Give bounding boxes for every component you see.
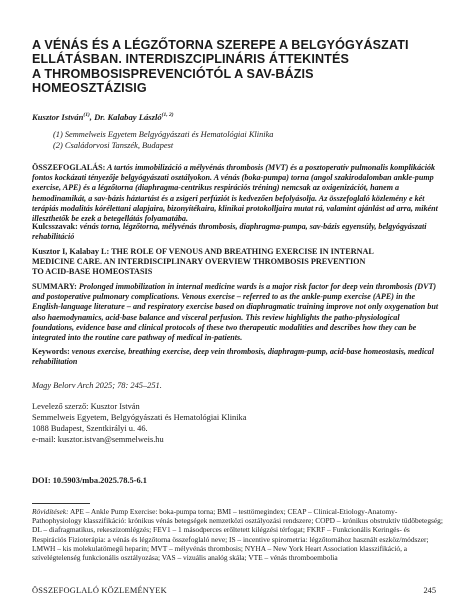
author-name: Kusztor István <box>32 112 84 122</box>
abbreviations-footnote <box>32 507 446 562</box>
affiliation: (2) Családorvosi Tanszék, Budapest <box>53 141 174 150</box>
title-line: ELLÁTÁSBAN. INTERDISZCIPLINÁRIS ÁTTEKINTÉS <box>32 52 349 67</box>
page-number: 245 <box>423 586 436 595</box>
keywords-label: Keywords: <box>32 347 70 356</box>
english-title <box>32 247 444 278</box>
correspondence-email: e-mail: kusztor.istvan@semmelweis.hu <box>32 435 164 444</box>
correspondence-line: 1088 Budapest, Szentkirályi u. 46. <box>32 424 148 433</box>
affiliation: (1) Semmelweis Egyetem Belgyógyászati és Hematológiai Klinika <box>53 130 274 139</box>
keywords-text: venous exercise, breathing exercise, deep vein thrombosis, diaphragm-pump, acid-base homeostasis, medical rehabilitation <box>32 347 434 367</box>
author-affil-mark: (1, 2) <box>161 112 174 119</box>
keywords-label: Kulcsszavak: <box>32 222 78 231</box>
summary-label: ÖSSZEFOGLALÁS: <box>32 163 106 172</box>
summary-label: SUMMARY: <box>32 282 77 291</box>
hungarian-keywords <box>32 222 442 242</box>
title-line: HOMEOSZTÁZISIG <box>32 81 147 96</box>
correspondence-line: Levelező szerző: Kusztor István <box>32 402 140 411</box>
summary-text: Prolonged immobilization in internal medicine wards is a major risk factor for deep vein thrombosis (DVT) and postoperative pulmonary complications. Venous exercise – referred to as the ankle-pump exercise (APE) in the English-language literature – and respiratory exercise based on diaphragmatic training improve not only oxygenation but also haemodynamics, acid-base balance and visceral perfusion. This review highlights the patho-physiological foundations, evidence base and clinical protocols of these two therapeutic modalities and describes how they can be integrated into the routine care pathway of medical in-patients. <box>32 282 439 343</box>
author-affil-mark: (1) <box>83 112 90 119</box>
doi: DOI: 10.5903/mba.2025.78.5-6.1 <box>32 476 147 485</box>
abbreviations-text: APE – Ankle Pump Exercise: boka-pumpa torna; BMI – testtömegindex; CEAP – Clinical-Etiology-Anatomy-Pathophysiology klasszifikáció: krónikus vénás betegségek nemzetközi osztályozási rendszere; COPD – krónikus obstruktív tüdőbetegség; DL – diafragmatikus, rekeszizomlégzés; FEV1 – 1 másodperces erőltetett kilégzési térfogat; FKRF – Funkcionális Keringés- és Respirációs Fizioterápia: a vénás és légzőtorna összefoglaló neve; IS – incentive spirometria: légzőtornához használt eszköz/módszer; LMWH – kis molekulatömegű heparin; MVT – mélyvénás thrombosis; NYHA – New York Heart Association klasszifikáció, a szívelégtelenség funkcionális osztályozása; VAS – vizuális analóg skála; VTE – vénás thromboembolia <box>32 507 443 563</box>
section-footer: ÖSSZEFOGLALÓ KÖZLEMÉNYEK <box>32 586 167 595</box>
summary-text: A tartós immobilizáció a mélyvénás thrombosis (MVT) és a posztoperatív pulmonalis komplikációk fontos kockázati tényezője belgyógyászati osztályokon. A vénás (boka-pumpa) torna (angol szakirodalomban ankle-pump exercise, APE) és a légzőtorna (diaphragma-centrikus respirációs tréning) nemcsak az oxigenizációt, hanem a hemodinamikát, a sav-bázis háztartást és a zsigeri perfúziót is kedvezően befolyásolja. Az összefoglaló közlemény e két terápiás modalitás kórélettani alapjaira, bizonyítékaira, klinikai protokolljaira mutat rá, valamint ajánlást ad arra, miként illeszthetők be ezek a betegellátás folyamatába. <box>32 163 438 224</box>
abbreviations-label: Rövidítések: <box>32 507 69 516</box>
article-title <box>32 38 452 96</box>
english-title-line: MEDICINE CARE. AN INTERDISCIPLINARY OVERVIEW THROMBOSIS PREVENTION <box>32 257 366 267</box>
footnote-divider <box>32 503 90 504</box>
title-line: A THROMBOSISPREVENCIÓTÓL A SAV-BÁZIS <box>32 66 314 81</box>
hungarian-summary <box>32 163 442 224</box>
english-title-line: Kusztor I, Kalabay L: THE ROLE OF VENOUS AND BREATHING EXERCISE IN INTERNAL <box>32 247 374 256</box>
keywords-text: vénás torna, légzőtorna, mélyvénás thrombosis, diaphragma-pumpa, sav-bázis egyensúly, belgyógyászati rehabilitáció <box>32 222 427 242</box>
author-name: Dr. Kalabay László <box>94 112 162 122</box>
journal-citation: Magy Belorv Arch 2025; 78: 245–251. <box>32 381 162 390</box>
author-separator: , <box>89 112 95 122</box>
correspondence-line: Semmelweis Egyetem, Belgyógyászati és Hematológiai Klinika <box>32 413 247 422</box>
english-title-line: TO ACID-BASE HOMEOSTASIS <box>32 267 153 277</box>
title-line: A VÉNÁS ÉS A LÉGZŐTORNA SZEREPE A BELGYÓGYÁSZATI <box>32 38 409 52</box>
author-list <box>32 112 174 122</box>
english-keywords <box>32 347 442 367</box>
english-summary <box>32 282 442 343</box>
